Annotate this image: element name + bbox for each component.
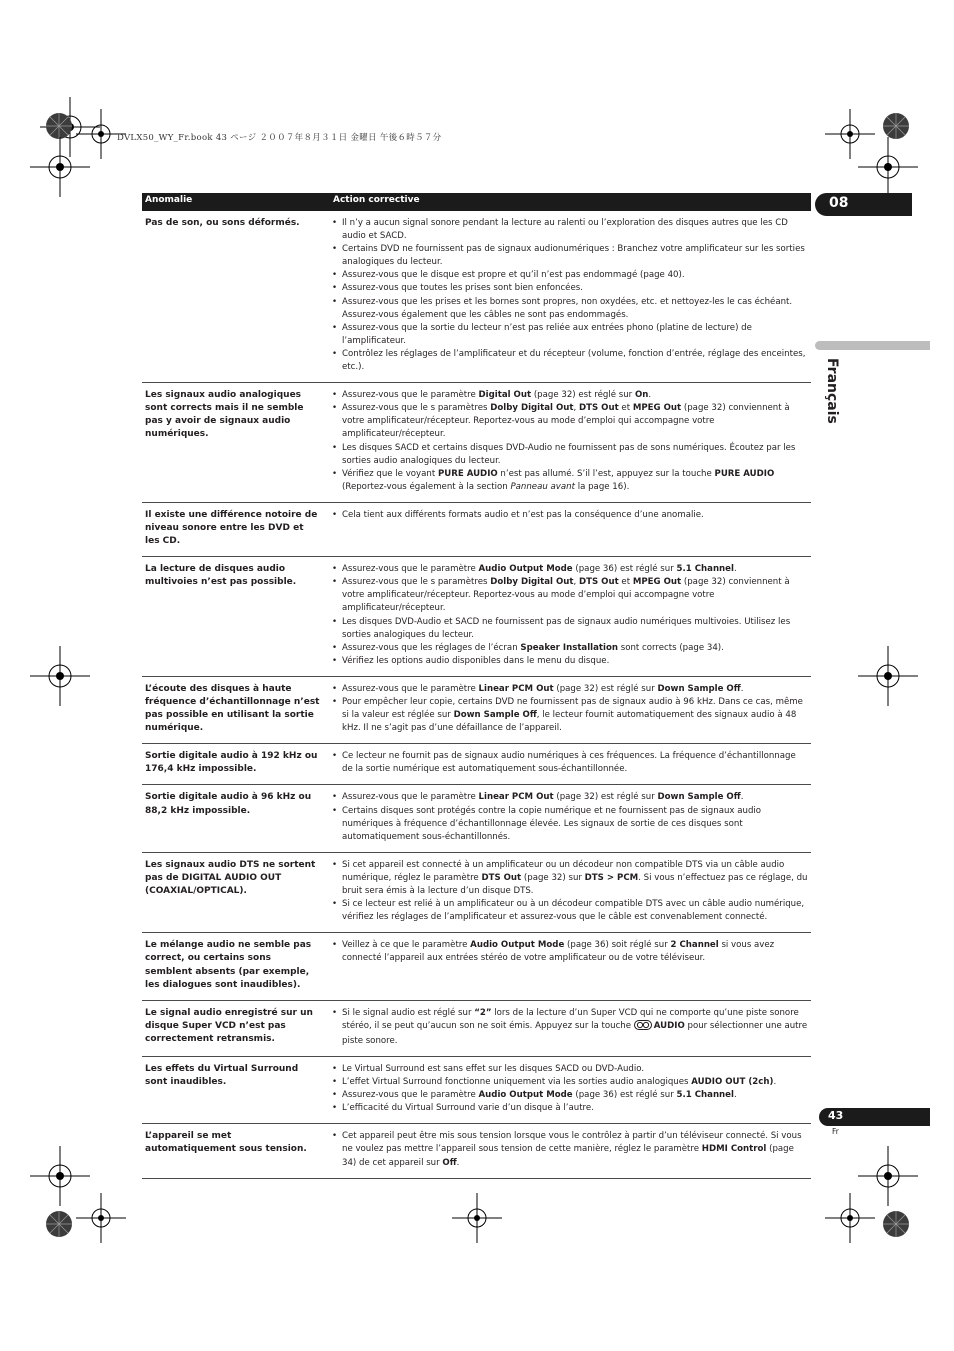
action-text-bold: DTS Out [578, 403, 619, 414]
action-text: (page 36) est réglé sur [572, 564, 677, 575]
action-item [330, 442, 808, 468]
action-item [330, 1063, 808, 1076]
action-text-bold: PURE AUDIO [437, 468, 498, 479]
action-cell [330, 852, 811, 932]
action-item [330, 282, 808, 295]
action-text: (page 32) est réglé sur [531, 390, 635, 401]
action-text: Vérifiez les options audio disponibles dans le menu du disque. [342, 655, 610, 666]
action-text: lors de la lecture d’un Super VCD qui ne comporte qu’une piste sonore stéréo, il se peut qu’aucun son ne soit émis. Appuyez sur la touche [342, 1007, 799, 1031]
action-text-bold: DTS Out [481, 872, 522, 883]
action-text: Assurez-vous que la sortie du lecteur n’est pas reliée aux entrées phono (platine de lecture) de l’amplificateur. [342, 322, 752, 346]
action-item [330, 402, 808, 441]
action-text-bold: AUDIO OUT (2ch) [691, 1077, 774, 1088]
action-text: (page 34) de cet appareil sur [342, 1144, 794, 1168]
action-item [330, 468, 808, 494]
action-text: . Si vous n’effectuez pas ce réglage, du bruit sera émis à la lecture d’un disque DTS. [342, 872, 808, 897]
language-label: Français [824, 358, 840, 424]
action-cell [330, 502, 811, 556]
column-header-anomalie: Anomalie [142, 193, 330, 211]
action-cell [330, 211, 811, 383]
action-text: Cet appareil peut être mis sous tension lorsque vous le contrôlez à partir d’un téléviseur connecté. Si vous ne voulez pas mettre l’appareil sous tension de cette manière, réglez le paramètre [342, 1131, 802, 1155]
action-text: Assurez-vous que le disque est propre et qu’il n’est pas endommagé (page 40). [342, 270, 685, 281]
action-text-bold: Linear PCM Out [478, 792, 554, 803]
action-text-bold: AUDIO [653, 1020, 685, 1031]
page-language-code: Fr [832, 1127, 839, 1136]
action-text: Assurez-vous que les prises et les bornes sont propres, non oxydées, etc. et nettoyez-les le cas échéant. Assurez-vous également que les câbles ne sont pas endommagés. [342, 296, 793, 320]
action-item [330, 859, 808, 898]
action-cell [330, 933, 811, 1000]
action-text: Assurez-vous que le paramètre [342, 1090, 479, 1101]
action-text: . [773, 1077, 777, 1088]
action-text: (page 32) sur [521, 872, 585, 883]
action-text: (Reportez-vous également à la section [342, 481, 511, 492]
action-text: et [618, 403, 633, 414]
problem-cell: Sortie digitale audio à 192 kHz ou 176,4 kHz impossible. [142, 744, 330, 785]
chapter-number: 08 [829, 195, 849, 211]
action-item [330, 750, 808, 776]
action-list [330, 859, 808, 924]
action-item [330, 683, 808, 696]
language-bar [815, 341, 930, 350]
action-list [330, 1130, 808, 1169]
table-row [142, 852, 811, 932]
action-text: Assurez-vous que les réglages de l’écran [342, 642, 521, 653]
action-text: , [573, 577, 579, 588]
problem-cell: Le signal audio enregistré sur un disque Super VCD n’est pas correctement retransmis. [142, 1000, 330, 1056]
action-text-bold: “2” [474, 1007, 492, 1018]
action-text: Il n’y a aucun signal sonore pendant la lecture au ralenti ou l’exploration des disques autres que les CD audio et SACD. [342, 218, 788, 242]
action-text: L’effet Virtual Surround fonctionne uniquement via les sorties audio analogiques [342, 1077, 692, 1088]
action-text: Pour empêcher leur copie, certains DVD ne fournissent pas de signaux audio à 96 kHz. Dans ce cas, même si la valeur est réglée sur [342, 697, 803, 721]
action-item [330, 805, 808, 844]
table-row [142, 744, 811, 785]
action-text: Contrôlez les réglages de l’amplificateur et du récepteur (volume, fonction d’entrée, réglage des enceintes, etc.). [342, 348, 806, 373]
table-row [142, 211, 811, 383]
table-row [142, 383, 811, 503]
action-item [330, 389, 808, 402]
action-text-bold: MPEG Out [632, 577, 682, 588]
problem-cell: Le mélange audio ne semble pas correct, ou certains sons semblent absents (par exemple, les dialogues sont inaudibles). [142, 933, 330, 1000]
action-text-bold: Down Sample Off [657, 792, 741, 803]
action-text: Si ce lecteur est relié à un amplificateur ou à un décodeur compatible DTS avec un câble audio numérique, vérifiez les réglages de l’amplificateur et assurez-vous que le câble est convenablement connecté. [342, 899, 805, 923]
problem-cell: Les effets du Virtual Surround sont inaudibles. [142, 1056, 330, 1123]
action-text-bold: PURE AUDIO [714, 468, 775, 479]
action-text: n’est pas allumé. S’il l’est, appuyez sur la touche [497, 468, 715, 479]
troubleshooting-table [142, 193, 811, 1179]
action-item [330, 655, 808, 668]
action-text-bold: Down Sample Off [453, 710, 537, 721]
action-list [330, 509, 808, 522]
problem-cell: Il existe une différence notoire de niveau sonore entre les DVD et les CD. [142, 502, 330, 556]
action-text: Assurez-vous que le paramètre [342, 390, 479, 401]
registration-mark-bottom-left-inner [71, 1188, 131, 1248]
action-text: Certains DVD ne fournissent pas de signaux audionumériques : Branchez votre amplificateur sur les sorties analogiques du lecteur. [342, 244, 805, 268]
print-header: DVLX50_WY_Fr.book 43 ページ ２００７年８月３１日 金曜日 午後６時５７分 [117, 133, 442, 143]
color-target-bottom-right [881, 1209, 911, 1239]
action-item [330, 939, 808, 965]
action-text: . [740, 792, 744, 803]
action-text: Certains disques sont protégés contre la copie numérique et ne fournissent pas de signaux audio numériques à fréquence d’échantillonnage élevée. Les signaux de sortie de ces disques sont automatiquement sous-échantillonnés. [342, 805, 762, 842]
action-cell [330, 1124, 811, 1178]
action-text: Cela tient aux différents formats audio et n’est pas la conséquence d’une anomalie. [342, 509, 704, 520]
action-text: , le lecteur fournit automatiquement des signaux audio à 48 kHz. Il ne s’agit pas d’une défaillance de l’appareil. [342, 710, 797, 734]
registration-mark-right-middle [858, 646, 918, 706]
action-text: Vérifiez que le voyant [342, 468, 438, 479]
action-text: Assurez-vous que le paramètre [342, 792, 479, 803]
action-text: Assurez-vous que le s paramètres [342, 577, 491, 588]
action-text: pour sélectionner une autre piste sonore. [342, 1020, 808, 1046]
table-header-row [142, 193, 811, 211]
problem-cell: L’écoute des disques à haute fréquence d’échantillonnage n’est pas possible en utilisant la sortie numérique. [142, 676, 330, 743]
color-target-bottom-left [44, 1209, 74, 1239]
action-text: Les disques SACD et certains disques DVD-Audio ne fournissent pas de sons numériques. Écoutez par les sorties audio analogiques du lecteur. [342, 442, 796, 466]
action-item [330, 322, 808, 348]
action-text: , [573, 403, 579, 414]
action-text: et [618, 577, 633, 588]
action-text-bold: DTS > PCM [584, 872, 639, 883]
action-item [330, 348, 808, 374]
action-text: si vous avez connecté l’appareil aux entrées stéréo de votre amplificateur ou de votre téléviseur. [342, 940, 775, 964]
action-text-bold: Linear PCM Out [478, 683, 554, 694]
action-item [330, 269, 808, 282]
action-text-bold: Dolby Digital Out [490, 403, 574, 414]
action-item [330, 791, 808, 804]
action-text-bold: 5.1 Channel [676, 564, 734, 575]
action-list [330, 563, 808, 668]
action-list [330, 389, 808, 494]
action-text-bold: Off [442, 1157, 457, 1168]
registration-mark-left-middle [30, 646, 90, 706]
action-list [330, 939, 808, 965]
column-header-action: Action corrective [330, 193, 811, 211]
action-text-bold: Down Sample Off [657, 683, 741, 694]
action-text: (page 36) soit réglé sur [564, 940, 671, 951]
action-cell [330, 1000, 811, 1056]
table-row [142, 785, 811, 852]
table-row [142, 676, 811, 743]
action-list [330, 1063, 808, 1115]
action-text: (page 36) est réglé sur [572, 1090, 677, 1101]
audio-button-icon [634, 1020, 652, 1035]
action-list [330, 791, 808, 843]
action-list [330, 217, 808, 374]
action-item [330, 1130, 808, 1169]
action-list [330, 1007, 808, 1048]
action-item [330, 898, 808, 924]
problem-cell: Pas de son, ou sons déformés. [142, 211, 330, 383]
page-number: 43 [828, 1109, 844, 1122]
action-text: Si le signal audio est réglé sur [342, 1007, 475, 1018]
action-text: Ce lecteur ne fournit pas de signaux audio numériques à ces fréquences. La fréquence d’échantillonnage de la sortie numérique est automatiquement sous-échantillonnée. [342, 751, 796, 775]
action-item [330, 296, 808, 322]
action-text: (page 32) conviennent à votre amplificateur/récepteur. Reportez-vous au mode d’emploi qui accompagne votre amplificateur/récepteur. [342, 403, 790, 440]
problem-cell: Sortie digitale audio à 96 kHz ou 88,2 kHz impossible. [142, 785, 330, 852]
table-row [142, 1124, 811, 1178]
problem-cell: Les signaux audio DTS ne sortent pas de DIGITAL AUDIO OUT (COAXIAL/OPTICAL). [142, 852, 330, 932]
action-text: . [740, 683, 744, 694]
action-list [330, 683, 808, 735]
action-list [330, 750, 808, 776]
action-item [330, 1076, 808, 1089]
action-text: sont corrects (page 34). [618, 642, 724, 653]
action-cell [330, 785, 811, 852]
action-text: (page 32) est réglé sur [553, 683, 658, 694]
action-item [330, 1089, 808, 1102]
action-text-bold: On [634, 390, 649, 401]
action-item [330, 563, 808, 576]
action-item [330, 1102, 808, 1115]
registration-mark-bottom-center [447, 1188, 507, 1248]
action-text-bold: 2 Channel [670, 940, 719, 951]
table-row [142, 1056, 811, 1123]
action-text: Le Virtual Surround est sans effet sur les disques SACD ou DVD-Audio. [342, 1063, 645, 1074]
action-text-bold: Speaker Installation [520, 642, 618, 653]
action-item [330, 696, 808, 735]
action-text: (page 32) conviennent à votre amplificateur/récepteur. Reportez-vous au mode d’emploi qui accompagne votre amplificateur/récepteur. [342, 577, 790, 614]
action-text: la page 16). [574, 481, 630, 492]
table-row [142, 557, 811, 677]
chapter-tab [815, 193, 912, 216]
action-text-italic: Panneau avant [510, 481, 575, 492]
action-text: L’efficacité du Virtual Surround varie d’un disque à l’autre. [342, 1103, 594, 1114]
action-text-bold: MPEG Out [632, 403, 682, 414]
action-text: Si cet appareil est connecté à un amplificateur ou un décodeur non compatible DTS via un câble audio numérique, réglez le paramètre [342, 859, 785, 883]
action-item [330, 642, 808, 655]
action-cell [330, 676, 811, 743]
problem-cell: La lecture de disques audio multivoies n’est pas possible. [142, 557, 330, 677]
problem-cell: Les signaux audio analogiques sont corrects mais il ne semble pas y avoir de signaux audio numériques. [142, 383, 330, 503]
action-cell [330, 744, 811, 785]
action-text: Assurez-vous que le paramètre [342, 564, 479, 575]
registration-mark-left-top-side [30, 137, 90, 197]
action-text-bold: DTS Out [578, 577, 619, 588]
table-row [142, 1000, 811, 1056]
registration-mark-bottom-right-inner [820, 1188, 880, 1248]
action-item [330, 509, 808, 522]
action-text-bold: Digital Out [478, 390, 532, 401]
action-item [330, 576, 808, 615]
action-text: Les disques DVD-Audio et SACD ne fournissent pas de signaux audio numériques multivoies. Utilisez les sorties analogiques du lecteur. [342, 616, 791, 640]
action-text-bold: Audio Output Mode [478, 564, 573, 575]
table-body [142, 211, 811, 1178]
action-item [330, 616, 808, 642]
action-text: . [648, 390, 652, 401]
action-text-bold: HDMI Control [701, 1144, 767, 1155]
page-number-tab [819, 1108, 930, 1126]
table-row [142, 502, 811, 556]
registration-mark-top-right [858, 137, 918, 197]
problem-cell: L’appareil se met automatiquement sous tension. [142, 1124, 330, 1178]
table-row [142, 933, 811, 1000]
action-text-bold: Dolby Digital Out [490, 577, 574, 588]
action-text-bold: Audio Output Mode [478, 1090, 573, 1101]
action-cell [330, 557, 811, 677]
action-text: Veillez à ce que le paramètre [342, 940, 471, 951]
action-text: (page 32) est réglé sur [553, 792, 658, 803]
action-text-bold: Audio Output Mode [470, 940, 565, 951]
action-item [330, 243, 808, 269]
action-text: . [456, 1157, 460, 1168]
action-text-bold: 5.1 Channel [676, 1090, 734, 1101]
action-cell [330, 383, 811, 503]
action-text: . [733, 1090, 737, 1101]
action-text: Assurez-vous que toutes les prises sont bien enfoncées. [342, 283, 583, 294]
action-text: Assurez-vous que le s paramètres [342, 403, 491, 414]
action-item [330, 217, 808, 243]
action-text: . [733, 564, 737, 575]
action-item [330, 1007, 808, 1048]
action-cell [330, 1056, 811, 1123]
action-text: Assurez-vous que le paramètre [342, 683, 479, 694]
